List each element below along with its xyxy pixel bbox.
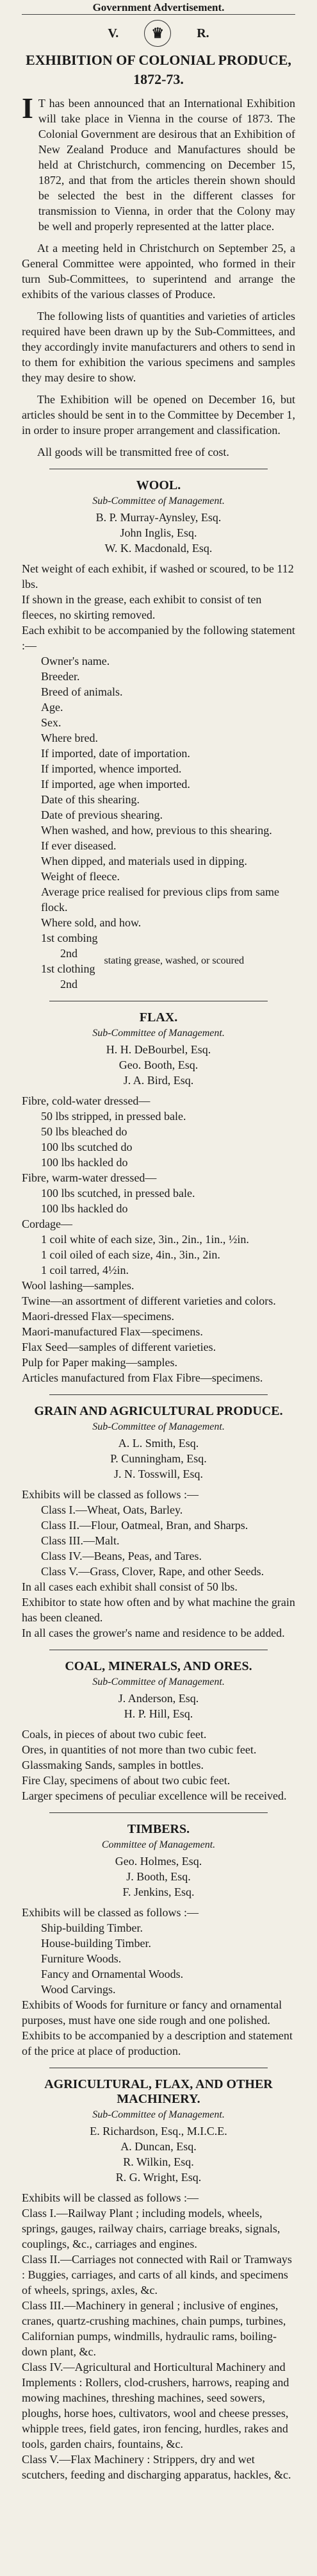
- committee-member: H. P. Hill, Esq.: [124, 1707, 193, 1720]
- list-item: Exhibits will be classed as follows :—: [22, 1906, 199, 1919]
- machinery-section: [22, 2077, 295, 2482]
- list-item: If shown in the grease, each exhibit to consist of ten fleeces, no skirting removed.: [22, 593, 262, 621]
- intro-paragraph-2: At a meeting held in Christchurch on September 25, a General Committee were appointed, who formed in their turn Sub-Committees, to superintend and arrange the exhibits of the various classes of Produce.: [22, 242, 295, 301]
- intro-paragraph-1: T has been announced that an International Exhibition will take place in Vienna in the course of 1873. The Colonial Government are desirous that an Exhibition of New Zealand Produce and Manufactures should be held at Christchurch, commencing on December 15, 1872, and that from the articles therein shown should be selected the best in the different classes for transmission to Vienna, in order that the Colony may be well and properly represented at the latter place.: [38, 97, 295, 233]
- committee-member: Geo. Booth, Esq.: [118, 1058, 199, 1071]
- committee-label: Sub-Committee of Management.: [92, 1677, 225, 1687]
- list-item: Class II.—Flour, Oatmeal, Bran, and Sharps.: [41, 1519, 248, 1532]
- list-item: Glassmaking Sands, samples in bottles.: [22, 1759, 204, 1771]
- section-title: COAL, MINERALS, AND ORES.: [65, 1659, 252, 1673]
- cipher-right: R.: [197, 26, 209, 40]
- list-item: 2nd: [60, 978, 77, 991]
- list-item: Where bred.: [41, 732, 98, 744]
- list-item: 1st clothing: [41, 962, 95, 975]
- list-item: Cordage—: [22, 1217, 72, 1230]
- list-item: 100 lbs scutched, in pressed bale.: [41, 1187, 195, 1200]
- committee-members: [22, 1853, 295, 1900]
- list-item: When dipped, and materials used in dipping.: [41, 855, 247, 867]
- committee-label: Sub-Committee of Management.: [92, 496, 225, 506]
- list-item: Class V.—Flax Machinery : Strippers, dry and wet scutchers, feeding and discharging apparatus, hackles, &c.: [22, 2453, 291, 2481]
- committee-member: J. N. Tosswill, Esq.: [114, 1468, 203, 1480]
- committee-member: J. A. Bird, Esq.: [123, 1074, 194, 1087]
- list-item: Maori-manufactured Flax—specimens.: [22, 1325, 203, 1338]
- list-item: 1 coil white of each size, 3in., 2in., 1in., ½in.: [41, 1233, 249, 1246]
- list-item: Average price realised for previous clips from same flock.: [41, 885, 280, 914]
- list-item: Owner's name.: [41, 655, 110, 667]
- royal-cipher: [22, 20, 295, 47]
- dropcap: I: [22, 92, 33, 124]
- list-item: Class IV.—Agricultural and Horticultural Machinery and Implements : Rollers, clod-crushers, harrows, reaping and mowing machines, threshing machines, seed sowers, ploughs, horse hoes, cultivators, wool and cheese presses, whipple trees, field gates, iron fencing, hurdles, rakes and tools, garden chairs, fountains, &c.: [22, 2361, 289, 2450]
- list-item: Weight of fleece.: [41, 870, 120, 883]
- list-item: Wool lashing—samples.: [22, 1279, 134, 1292]
- committee-member: J. Anderson, Esq.: [118, 1692, 199, 1705]
- list-item: In all cases each exhibit shall consist of 50 lbs.: [22, 1580, 238, 1593]
- list-item: House-building Timber.: [41, 1937, 152, 1950]
- committee-members: [22, 1042, 295, 1088]
- brace-group: [22, 930, 295, 992]
- intro-paragraph-4: The Exhibition will be opened on December 16, but articles should be sent in to the Committee by December 1, in order to insure proper arrangement and classification.: [22, 393, 295, 437]
- list-item: Pulp for Paper making—samples.: [22, 1356, 177, 1369]
- list-item: Class IV.—Beans, Peas, and Tares.: [41, 1550, 202, 1562]
- committee-member: A. Duncan, Esq.: [120, 2140, 197, 2153]
- section-title: AGRICULTURAL, FLAX, AND OTHER MACHINERY.: [44, 2077, 273, 2106]
- section-title: TIMBERS.: [127, 1822, 190, 1836]
- flax-section: [22, 1010, 295, 1385]
- list-item: 1st combing: [41, 932, 98, 944]
- list-item: Breed of animals.: [41, 685, 123, 698]
- list-item: Ores, in quantities of not more than two cubic feet.: [22, 1743, 257, 1756]
- intro-block: [22, 92, 295, 240]
- timbers-section: [22, 1822, 295, 2059]
- list-item: Twine—an assortment of different varieties and colors.: [22, 1294, 276, 1307]
- list-item: Each exhibit to be accompanied by the following statement :—: [22, 624, 295, 652]
- committee-member: R. G. Wright, Esq.: [115, 2171, 202, 2184]
- committee-members: [22, 2123, 295, 2185]
- divider: [49, 1812, 268, 1813]
- list-item: Maori-dressed Flax—specimens.: [22, 1310, 174, 1323]
- committee-member: B. P. Murray-Aynsley, Esq.: [95, 511, 222, 524]
- list-item: Where sold, and how.: [41, 916, 142, 929]
- list-item: Articles manufactured from Flax Fibre—specimens.: [22, 1371, 263, 1384]
- list-item: Class I.—Railway Plant ; including models, wheels, springs, gauges, railway chairs, carriage breaks, signals, couplings, &c., carriages and engines.: [22, 2207, 280, 2250]
- list-item: Wood Carvings.: [41, 1983, 116, 1996]
- intro-paragraph-3: The following lists of quantities and varieties of articles required have been drawn up by the Sub-Committees, and they accordingly invite manufacturers and others to send in to them for exhibition the various specimens and samples they may desire to show.: [22, 310, 295, 384]
- list-item: 100 lbs hackled do: [41, 1156, 128, 1169]
- list-item: 1 coil oiled of each size, 4in., 3in., 2in.: [41, 1248, 220, 1261]
- committee-member: Geo. Holmes, Esq.: [115, 1855, 202, 1868]
- grain-section: [22, 1404, 295, 1641]
- committee-member: H. H. DeBourbel, Esq.: [106, 1043, 211, 1056]
- list-item: When washed, and how, previous to this shearing.: [41, 824, 272, 837]
- list-item: Exhibitor to state how often and by what machine the grain has been cleaned.: [22, 1596, 295, 1624]
- intro-paragraph-5: All goods will be transmitted free of cost.: [37, 446, 229, 458]
- list-item: Ship-building Timber.: [41, 1921, 143, 1934]
- committee-member: E. Richardson, Esq., M.I.C.E.: [90, 2125, 227, 2137]
- brace-note: stating grease, washed, or scoured: [104, 955, 245, 966]
- crest-icon: ♛: [144, 20, 171, 47]
- committee-member: F. Jenkins, Esq.: [122, 1886, 195, 1898]
- list-item: Class I.—Wheat, Oats, Barley.: [41, 1503, 183, 1516]
- committee-label: Sub-Committee of Management.: [92, 1421, 225, 1432]
- list-item: If ever diseased.: [41, 839, 117, 852]
- committee-member: R. Wilkin, Esq.: [123, 2155, 194, 2168]
- section-title: GRAIN AND AGRICULTURAL PRODUCE.: [34, 1404, 283, 1418]
- list-item: Exhibits will be classed as follows :—: [22, 1488, 199, 1501]
- masthead: Government Advertisement.: [22, 0, 295, 15]
- committee-member: A. L. Smith, Esq.: [118, 1437, 199, 1450]
- wool-section: [22, 478, 295, 992]
- list-item: 2nd: [60, 947, 77, 960]
- list-item: 1 coil tarred, 4½in.: [41, 1264, 129, 1276]
- list-item: Class III.—Machinery in general ; inclusive of engines, cranes, quartz-crushing machines, chain pumps, turbines, Californian pumps, windmills, hydraulic rams, boiling-down plant, &c.: [22, 2299, 286, 2358]
- list-item: Class V.—Grass, Clover, Rape, and other Seeds.: [41, 1565, 264, 1578]
- list-item: Fancy and Ornamental Woods.: [41, 1968, 184, 1980]
- list-item: Age.: [41, 701, 63, 714]
- list-item: Fibre, cold-water dressed—: [22, 1094, 150, 1107]
- committee-member: W. K. Macdonald, Esq.: [104, 542, 213, 555]
- list-item: Breeder.: [41, 670, 80, 683]
- committee-members: [22, 1435, 295, 1482]
- committee-label: Committee of Management.: [101, 1839, 216, 1850]
- list-item: Furniture Woods.: [41, 1952, 122, 1965]
- divider: [49, 1394, 268, 1395]
- committee-members: [22, 510, 295, 556]
- list-item: Coals, in pieces of about two cubic feet.: [22, 1728, 207, 1741]
- list-item: Fibre, warm-water dressed—: [22, 1171, 157, 1184]
- list-item: 50 lbs stripped, in pressed bale.: [41, 1110, 186, 1123]
- committee-members: [22, 1691, 295, 1721]
- committee-member: P. Cunningham, Esq.: [110, 1452, 207, 1465]
- committee-label: Sub-Committee of Management.: [92, 1028, 225, 1039]
- list-item: 50 lbs bleached do: [41, 1125, 127, 1138]
- list-item: Date of this shearing.: [41, 793, 140, 806]
- list-item: Fire Clay, specimens of about two cubic feet.: [22, 1774, 231, 1787]
- committee-label: Sub-Committee of Management.: [92, 2109, 225, 2120]
- list-item: Class III.—Malt.: [41, 1534, 120, 1547]
- list-item: Sex.: [41, 716, 61, 729]
- list-item: Class II.—Carriages not connected with Rail or Tramways : Buggies, carriages, and carts of all kinds, and specimens of wheels, springs, axles, &c.: [22, 2253, 292, 2296]
- list-item: Flax Seed—samples of different varieties.: [22, 1341, 216, 1353]
- list-item: 100 lbs hackled do: [41, 1202, 128, 1215]
- section-title: FLAX.: [139, 1010, 178, 1025]
- list-item: 100 lbs scutched do: [41, 1141, 133, 1153]
- list-item: Net weight of each exhibit, if washed or scoured, to be 112 lbs.: [22, 562, 294, 590]
- list-item: Exhibits will be classed as follows :—: [22, 2191, 199, 2204]
- list-item: Exhibits to be accompanied by a description and statement of the price at place of production.: [22, 2029, 293, 2057]
- list-item: If imported, whence imported.: [41, 762, 182, 775]
- list-item: If imported, age when imported.: [41, 778, 190, 790]
- committee-member: John Inglis, Esq.: [120, 526, 197, 539]
- list-item: Larger specimens of peculiar excellence will be received.: [22, 1789, 287, 1802]
- coal-section: [22, 1659, 295, 1803]
- committee-member: J. Booth, Esq.: [126, 1870, 191, 1883]
- list-item: In all cases the grower's name and residence to be added.: [22, 1627, 285, 1639]
- list-item: Exhibits of Woods for furniture or fancy and ornamental purposes, must have one side rough and one polished.: [22, 1998, 282, 2027]
- list-item: Date of previous shearing.: [41, 808, 163, 821]
- cipher-left: V.: [108, 26, 119, 40]
- exhibition-title: EXHIBITION OF COLONIAL PRODUCE, 1872-73.: [26, 52, 291, 87]
- list-item: If imported, date of importation.: [41, 747, 190, 760]
- section-title: WOOL.: [136, 478, 181, 492]
